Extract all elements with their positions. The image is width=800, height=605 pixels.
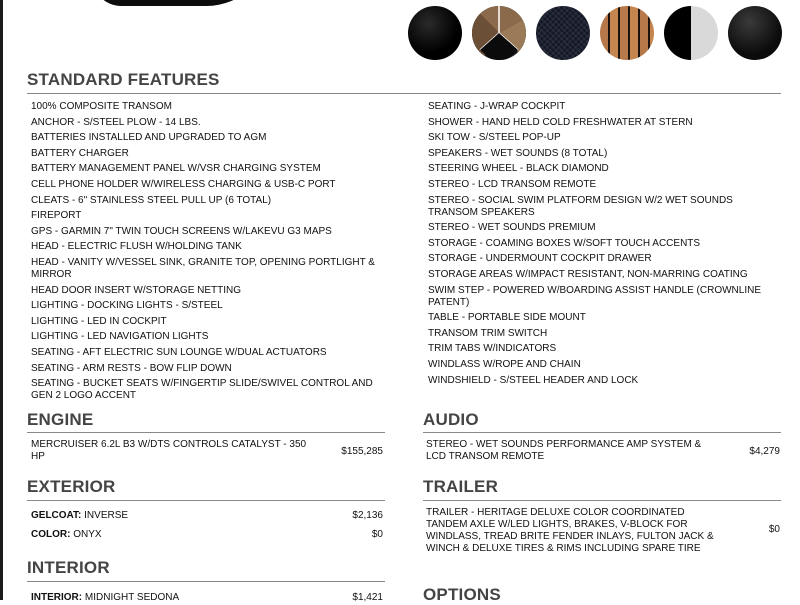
feature-item: SEATING - ARM RESTS - BOW FLIP DOWN <box>31 362 232 374</box>
feature-item: SEATING - BUCKET SEATS W/FINGERTIP SLIDE/SWIVEL CONTROL AND GEN 2 LOGO ACCENT <box>31 378 373 402</box>
standard-features-left-column <box>31 101 376 406</box>
color-row <box>31 529 383 541</box>
standard-features-heading: STANDARD FEATURES <box>27 70 220 89</box>
feature-item: LIGHTING - LED IN COCKPIT <box>31 315 167 327</box>
engine-rule <box>27 432 385 433</box>
color-text <box>31 529 102 541</box>
trailer-description: TRAILER - HERITAGE DELUXE COLOR COORDINATED TANDEM AXLE W/LED LIGHTS, BRAKES, V-BLOCK FOR WINDLASS, TREAD BRITE FENDER INLAYS, FULTON JACK & WINCH & DELUXE TIRES & RIMS INCLUDING SPARE TIRE <box>426 507 714 554</box>
audio-price: $4,279 <box>749 446 780 457</box>
tan-black-swatch[interactable] <box>472 6 526 60</box>
feature-item: SKI TOW - S/STEEL POP-UP <box>428 132 561 144</box>
glossy-black-swatch[interactable] <box>728 6 782 60</box>
feature-item: FIREPORT <box>31 210 82 222</box>
engine-heading: ENGINE <box>27 410 94 429</box>
gelcoat-value: INVERSE <box>84 510 129 521</box>
gelcoat-price: $2,136 <box>352 510 383 521</box>
options-heading: OPTIONS <box>423 585 501 604</box>
feature-item: TRIM TABS W/INDICATORS <box>428 343 557 355</box>
feature-item: LIGHTING - DOCKING LIGHTS - S/STEEL <box>31 300 223 312</box>
gelcoat-row <box>31 510 383 522</box>
feature-item: CELL PHONE HOLDER W/WIRELESS CHARGING & USB-C PORT <box>31 178 336 190</box>
feature-item: STEREO - WET SOUNDS PREMIUM <box>428 222 596 234</box>
trailer-heading: TRAILER <box>423 477 499 496</box>
feature-item: STORAGE - UNDERMOUNT COCKPIT DRAWER <box>428 253 652 265</box>
feature-item: LIGHTING - LED NAVIGATION LIGHTS <box>31 331 209 343</box>
interior-heading: INTERIOR <box>27 558 110 577</box>
feature-item: HEAD - ELECTRIC FLUSH W/HOLDING TANK <box>31 241 242 253</box>
color-label: COLOR: <box>31 529 71 540</box>
feature-item: SEATING - J-WRAP COCKPIT <box>428 101 566 112</box>
tan-black-swatch-graphic <box>472 6 526 60</box>
feature-item: BATTERY CHARGER <box>31 147 129 159</box>
color-value: ONYX <box>73 529 102 540</box>
feature-item: STEERING WHEEL - BLACK DIAMOND <box>428 163 609 175</box>
feature-item: SPEAKERS - WET SOUNDS (8 TOTAL) <box>428 147 608 159</box>
black-swatch[interactable] <box>408 6 462 60</box>
engine-price: $155,285 <box>341 446 383 457</box>
standard-features-right-column <box>428 101 780 390</box>
feature-item: CLEATS - 6" STAINLESS STEEL PULL UP (6 TOTAL) <box>31 194 272 206</box>
navy-weave-swatch[interactable] <box>536 6 590 60</box>
trailer-row <box>426 507 780 555</box>
feature-item: SEATING - AFT ELECTRIC SUN LOUNGE W/DUAL ACTUATORS <box>31 346 327 358</box>
feature-item: HEAD DOOR INSERT W/STORAGE NETTING <box>31 284 242 296</box>
feature-item: STORAGE - COAMING BOXES W/SOFT TOUCH ACCENTS <box>428 237 701 249</box>
interior-price: $1,421 <box>352 592 383 603</box>
brand-logo <box>92 0 272 6</box>
audio-rule <box>423 432 781 433</box>
gelcoat-label: GELCOAT: <box>31 510 82 521</box>
trailer-price: $0 <box>768 524 780 535</box>
feature-item: STORAGE AREAS W/IMPACT RESISTANT, NON-MARRING COATING <box>428 268 748 280</box>
audio-description: STEREO - WET SOUNDS PERFORMANCE AMP SYSTEM & LCD TRANSOM REMOTE <box>426 439 702 462</box>
audio-heading: AUDIO <box>423 410 479 429</box>
feature-item: TRANSOM TRIM SWITCH <box>428 327 548 339</box>
feature-item: BATTERIES INSTALLED AND UPGRADED TO AGM <box>31 132 267 144</box>
standard-features-rule <box>27 93 781 94</box>
exterior-heading: EXTERIOR <box>27 477 116 496</box>
feature-item: STEREO - SOCIAL SWIM PLATFORM DESIGN W/2 WET SOUNDS TRANSOM SPEAKERS <box>428 194 733 218</box>
interior-label: INTERIOR: <box>31 592 83 603</box>
trailer-rule <box>423 500 781 501</box>
color-swatch-row <box>408 6 782 60</box>
interior-row <box>31 592 383 604</box>
feature-item: SWIM STEP - POWERED W/BOARDING ASSIST HANDLE (CROWNLINE PATENT) <box>428 284 762 308</box>
feature-item: GPS - GARMIN 7" TWIN TOUCH SCREENS W/LAKEVU G3 MAPS <box>31 225 332 237</box>
feature-item: HEAD - VANITY W/VESSEL SINK, GRANITE TOP, OPENING PORTLIGHT & MIRROR <box>31 256 375 280</box>
feature-item: ANCHOR - S/STEEL PLOW - 14 LBS. <box>31 116 201 128</box>
interior-rule <box>27 581 385 582</box>
teak-swatch[interactable] <box>600 6 654 60</box>
feature-item: WINDLASS W/ROPE AND CHAIN <box>428 358 581 370</box>
black-silver-swatch[interactable] <box>664 6 718 60</box>
feature-item: 100% COMPOSITE TRANSOM <box>31 101 172 112</box>
feature-item: TABLE - PORTABLE SIDE MOUNT <box>428 312 586 324</box>
interior-value: MIDNIGHT SEDONA <box>84 592 180 603</box>
feature-item: WINDSHIELD - S/STEEL HEADER AND LOCK <box>428 374 639 386</box>
color-price: $0 <box>371 529 383 540</box>
engine-row <box>31 439 383 465</box>
page-edge-bar <box>0 0 3 600</box>
engine-description: MERCRUISER 6.2L B3 W/DTS CONTROLS CATALYST - 350 HP <box>31 439 307 462</box>
feature-item: BATTERY MANAGEMENT PANEL W/VSR CHARGING SYSTEM <box>31 163 321 175</box>
interior-text <box>31 592 179 604</box>
exterior-rule <box>27 500 385 501</box>
audio-row <box>426 439 780 465</box>
feature-item: STEREO - LCD TRANSOM REMOTE <box>428 178 597 190</box>
feature-item: SHOWER - HAND HELD COLD FRESHWATER AT STERN <box>428 116 693 128</box>
gelcoat-text <box>31 510 128 522</box>
